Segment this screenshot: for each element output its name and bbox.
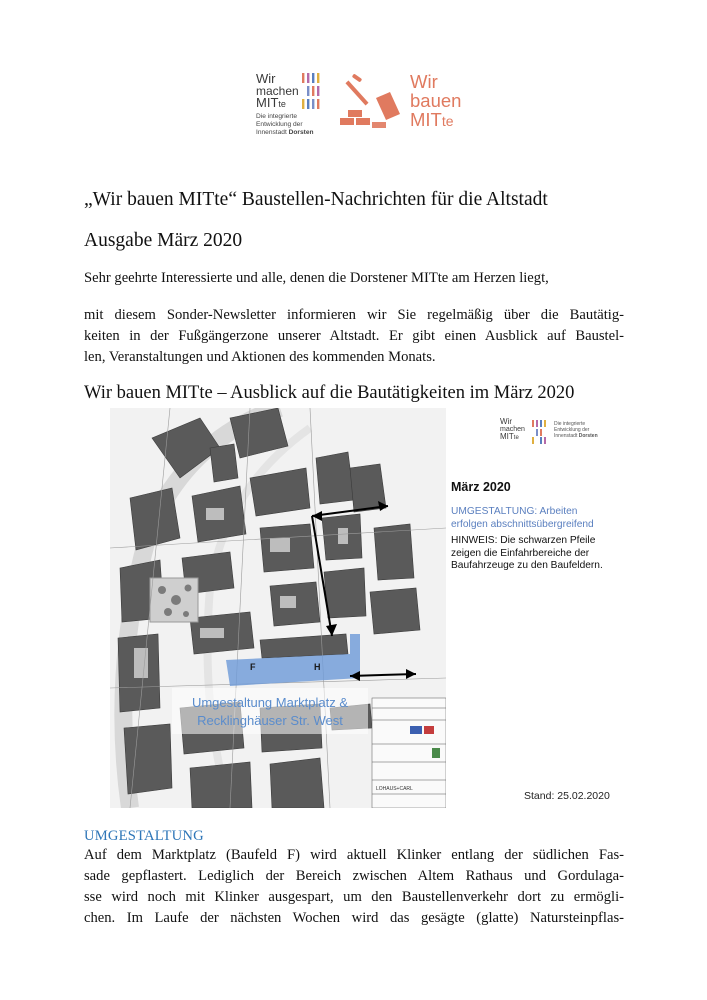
intro-line: len, Veranstaltungen und Aktionen des kommenden Monats. xyxy=(84,349,436,365)
wbm-bauen-text: bauen xyxy=(410,90,462,111)
stand-date: Stand: 25.02.2020 xyxy=(524,790,610,802)
section-line: Auf dem Marktplatz (Baufeld F) wird aktuell Klinker entlang der südlichen Fas- xyxy=(84,847,624,863)
panel-date: März 2020 xyxy=(451,480,511,494)
wir-bauen-mitte-logo xyxy=(338,72,468,132)
small-logo-subtitle: Die integrierte Entwicklung der Innenstadt Dorsten xyxy=(554,421,598,439)
greeting-text: Sehr geehrte Interessierte und alle, denen die Dorstener MITte am Herzen liegt, xyxy=(84,270,549,286)
section-heading: UMGESTALTUNG xyxy=(84,828,204,844)
small-logo-wir: Wir xyxy=(500,417,512,426)
logo-wir-text: Wir xyxy=(256,71,276,86)
wbm-mit-mit: MIT xyxy=(410,109,442,130)
logo-subtitle-line: Innenstadt Dorsten xyxy=(256,129,314,136)
panel-umgestaltung: UMGESTALTUNG: Arbeiten erfolgen abschnittsübergreifend xyxy=(451,506,594,530)
logo-subtitle-line: Die integrierte xyxy=(256,113,298,120)
small-logo-mit: MITte xyxy=(500,432,519,441)
small-logo-machen: machen xyxy=(500,426,525,433)
wbm-mit-te: te xyxy=(441,113,454,129)
section-paragraph xyxy=(84,845,624,929)
colored-bars-icon xyxy=(302,73,324,109)
logo-mit-mit: MIT xyxy=(256,95,279,110)
panel-hinweis: HINWEIS: Die schwarzen Pfeile zeigen die Einfahrbereiche der Baufahrzeuge zu den Baufeldern. xyxy=(451,535,603,571)
wbm-wir-text: Wir xyxy=(410,71,438,92)
wbm-mit-text xyxy=(410,110,454,131)
intro-line: keiten in der Fußgängerzone unserer Altstadt. Er gibt einen Ausblick auf Baustel- xyxy=(84,328,624,344)
area-label-line: Recklinghäuser Str. West xyxy=(197,713,343,728)
field-h-label: H xyxy=(314,662,321,672)
logo-subtitle-city: Dorsten xyxy=(288,129,314,136)
shovel-bricks-icon xyxy=(338,72,408,130)
field-f-label: F xyxy=(250,662,256,672)
section-line: chen. Im Laufe der nächsten Wochen wird das gesägte (glatte) Natursteinpflas- xyxy=(84,910,624,926)
intro-paragraph xyxy=(84,305,624,368)
city-plan-drawing xyxy=(110,408,446,808)
logo-mit-text xyxy=(256,96,286,109)
intro-line: mit diesem Sonder-Newsletter informieren wir Sie regelmäßig über die Bautätig- xyxy=(84,307,624,323)
document-issue: Ausgabe März 2020 xyxy=(84,230,243,251)
wir-machen-mitte-logo xyxy=(256,72,336,148)
small-colored-bars-icon xyxy=(532,420,548,444)
logo-machen-text: machen xyxy=(256,84,299,98)
logo-mit-te: te xyxy=(278,99,286,109)
map-side-panel xyxy=(451,480,631,573)
document-title: „Wir bauen MITte“ Baustellen-Nachrichten für die Altstadt xyxy=(84,189,548,210)
section-line: sse wird noch mit Klinker ausgespart, um den Baustellenverkehr dort zu ermögli- xyxy=(84,889,624,905)
logo-subtitle-line: Entwicklung der xyxy=(256,121,303,128)
area-label xyxy=(170,694,370,730)
section-title: Wir bauen MITte – Ausblick auf die Bautätigkeiten im März 2020 xyxy=(84,383,575,403)
small-logo xyxy=(500,418,610,448)
logo-subtitle xyxy=(256,113,336,137)
section-line: sade gepflastert. Lediglich der Bereich zwischen Altem Rathaus und Gordulaga- xyxy=(84,868,624,884)
construction-map xyxy=(110,408,446,808)
area-label-line: Umgestaltung Marktplatz & xyxy=(191,695,349,710)
title-block-text: LOHAUS+CARL xyxy=(376,786,413,792)
